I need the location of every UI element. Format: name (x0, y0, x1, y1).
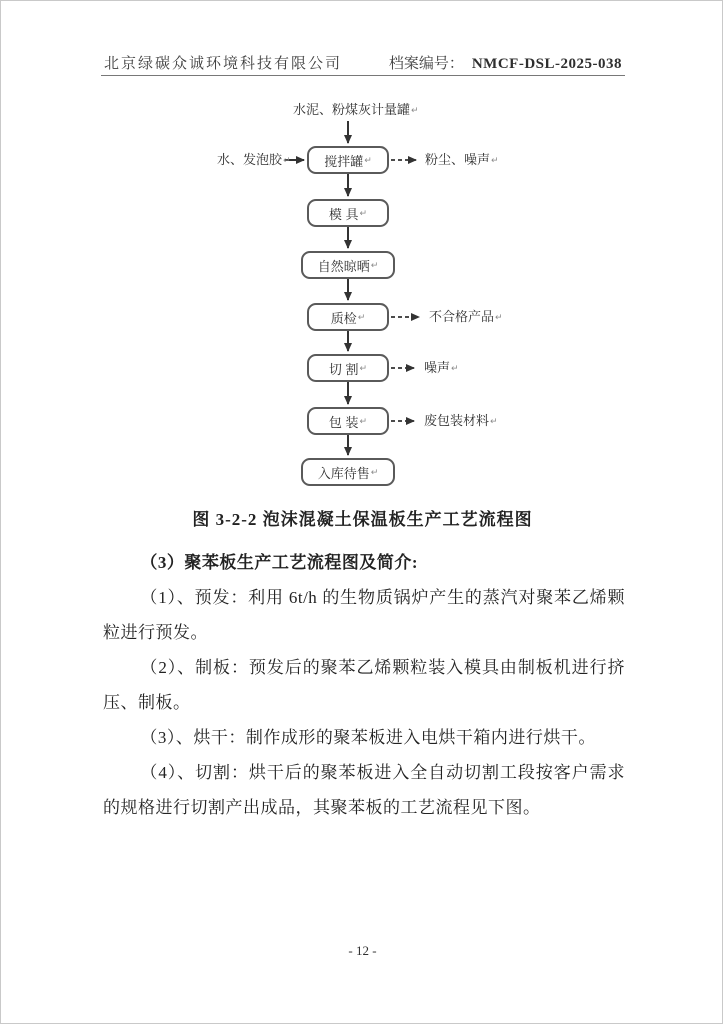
return-mark-icon: ↵ (359, 207, 368, 218)
flow-step-natural-drying (301, 251, 395, 279)
body-text (103, 545, 625, 825)
flow-emission-text: 噪声 (424, 360, 451, 375)
flow-step-packing (307, 407, 389, 435)
flow-step-label: 切 割 (328, 361, 359, 377)
flow-source-text: 水泥、粉煤灰计量罐 (293, 102, 411, 117)
flow-step-label: 质检 (330, 310, 357, 326)
paragraph-prefoaming: （1）、预发：利用 6t/h 的生物质锅炉产生的蒸汽对聚苯乙烯颗粒进行预发。 (103, 588, 625, 642)
archive-label: 档案编号： (388, 56, 464, 72)
flow-input-label (217, 153, 291, 167)
flow-input-text: 水、发泡胶 (217, 152, 283, 167)
return-mark-icon: ↵ (359, 362, 368, 373)
flow-step-inspection (307, 303, 389, 331)
header-rule (101, 75, 625, 76)
header-company-name: 北京绿碳众诚环境科技有限公司 (104, 56, 343, 72)
flow-emission-text: 粉尘、噪声 (425, 152, 491, 167)
flow-step-label: 模 具 (328, 206, 359, 222)
page-number: - 12 - (348, 943, 377, 958)
flow-step-label: 包 装 (328, 414, 359, 430)
return-mark-icon: ↵ (357, 311, 366, 322)
flow-step-mold (307, 199, 389, 227)
return-mark-icon: ↵ (283, 155, 291, 165)
header-archive (389, 52, 622, 73)
flow-emission-dust-noise (425, 153, 499, 167)
flow-source-label (293, 103, 419, 117)
section-heading: （3）聚苯板生产工艺流程图及简介: (140, 553, 419, 572)
return-mark-icon: ↵ (370, 259, 379, 270)
flow-step-label: 入库待售 (317, 465, 370, 481)
flow-step-storage (301, 458, 395, 486)
flow-emission-text: 不合格产品 (429, 309, 495, 324)
flow-step-label: 搅拌罐 (324, 153, 364, 169)
paragraph-board-making: （2）、制板：预发后的聚苯乙烯颗粒装入模具由制板机进行挤压、制板。 (103, 658, 625, 712)
return-mark-icon: ↵ (495, 312, 503, 322)
return-mark-icon: ↵ (490, 416, 498, 426)
return-mark-icon: ↵ (411, 105, 419, 115)
figure-caption: 图 3-2-2 泡沫混凝土保温板生产工艺流程图 (192, 510, 533, 529)
return-mark-icon: ↵ (451, 363, 459, 373)
paragraph-cutting: （4）、切割：烘干后的聚苯板进入全自动切割工段按客户需求的规格进行切割产出成品，其聚苯板的工艺流程见下图。 (103, 763, 625, 817)
flow-emission-noise (424, 361, 459, 375)
return-mark-icon: ↵ (359, 415, 368, 426)
flow-emission-text: 废包装材料 (424, 413, 490, 428)
return-mark-icon: ↵ (370, 466, 379, 477)
flow-step-label: 自然晾晒 (317, 258, 370, 274)
paragraph-drying: （3）、烘干：制作成形的聚苯板进入电烘干箱内进行烘干。 (140, 728, 596, 747)
flow-emission-rejects (429, 310, 503, 324)
return-mark-icon: ↵ (364, 154, 372, 165)
flow-step-mixer (307, 146, 389, 174)
flow-step-cutting (307, 354, 389, 382)
flow-emission-waste-packaging (424, 414, 498, 428)
archive-number: NMCF-DSL-2025-038 (471, 56, 622, 72)
return-mark-icon: ↵ (491, 155, 499, 165)
